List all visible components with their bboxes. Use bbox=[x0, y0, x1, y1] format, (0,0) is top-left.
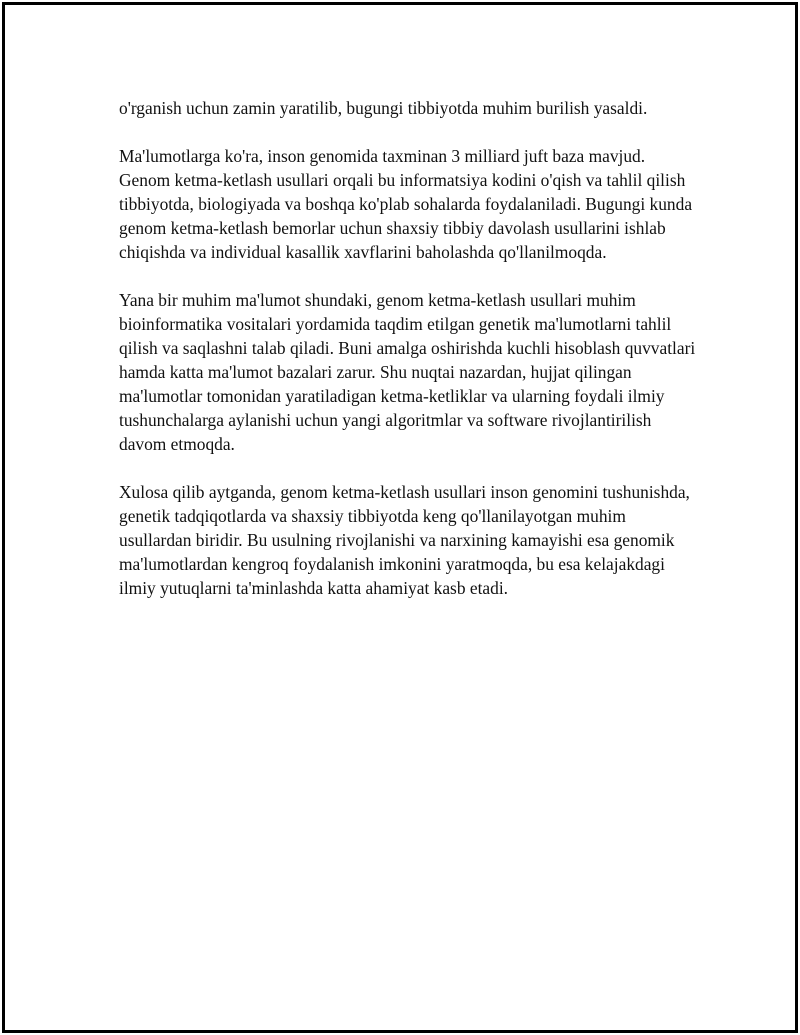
page-border bbox=[2, 2, 798, 1033]
paragraph-bioinformatics: Yana bir muhim ma'lumot shundaki, genom ketma-ketlash usullari muhim bioinformatika vositalari yordamida taqdim etilgan genetik ma'lumotlarni tahlil qilish va saqlashni talab qiladi. Buni amalga oshirishda kuchli hisoblash quvvatlari hamda katta ma'lumot bazalari zarur. Shu nuqtai nazardan, hujjat qilingan ma'lumotlar tomonidan yaratiladigan ketma-ketliklar va ularning foydali ilmiy tushunchalarga aylanishi uchun yangi algoritmlar va software rivojlantirilish davom etmoqda. bbox=[119, 290, 696, 454]
paragraph-conclusion: Xulosa qilib aytganda, genom ketma-ketlash usullari inson genomini tushunishda, genetik tadqiqotlarda va shaxsiy tibbiyotda keng qo'llanilayotgan muhim usullardan biridir. Bu usulning rivojlanishi va narxining kamayishi esa genomik ma'lumotlardan kengroq foydalanish imkonini yaratmoqda, bu esa kelajakdagi ilmiy yutuqlarni ta'minlashda katta ahamiyat kasb etadi. bbox=[119, 482, 690, 598]
paragraph-genome-facts: Ma'lumotlarga ko'ra, inson genomida taxminan 3 milliard juft baza mavjud. Genom ketma-ketlash usullari orqali bu informatsiya kodini o'qish va tahlil qilish tibbiyotda, biologiyada va boshqa ko'plab sohalarda foydalaniladi. Bugungi kunda genom ketma-ketlash bemorlar uchun shaxsiy tibbiy davolash usullarini ishlab chiqishda va individual kasallik xavflarini baholashda qo'llanilmoqda. bbox=[119, 146, 693, 262]
paragraph-intro-fragment: o'rganish uchun zamin yaratilib, bugungi tibbiyotda muhim burilish yasaldi. bbox=[119, 98, 648, 118]
document-body bbox=[119, 96, 699, 600]
